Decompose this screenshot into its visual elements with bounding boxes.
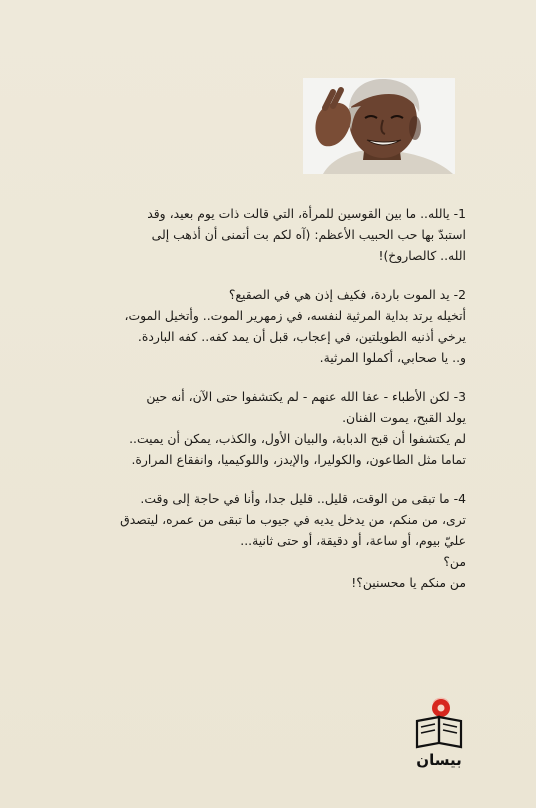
paragraph-line: 2- يد الموت باردة، فكيف إذن هي في الصقيع؟ <box>228 287 466 302</box>
paragraph-line: الله.. كالصاروخ)! <box>378 248 466 263</box>
paragraph-line: ترى، من منكم، من يدخل يديه في جيوب ما تبقى من عمره، ليتصدق <box>120 512 466 527</box>
publisher-name: بيسان <box>416 751 462 769</box>
paragraph-line: 4- ما تبقى من الوقت، قليل.. قليل جدا، وأنا في حاجة إلى وقت. <box>140 491 466 506</box>
paragraph-2 <box>50 284 466 368</box>
paragraph-line: عليّ بيوم، أو ساعة، أو دقيقة، أو حتى ثانية... <box>240 533 466 548</box>
publisher-logo-book-flower-icon <box>409 697 469 751</box>
paragraph-line: و.. يا صحابي، أكملوا المرثية. <box>319 350 466 365</box>
paragraph-line: استبدّ بها حب الحبيب الأعظم: (آه لكم بت أتمنى أن أذهب إلى <box>151 227 466 242</box>
paragraph-line: يولد القبح، يموت الفنان. <box>342 410 466 425</box>
paragraph-line: يرخي أذنيه الطويلتين، في إعجاب، قبل أن يمد كفه.. كفه الباردة. <box>137 329 466 344</box>
paragraph-4 <box>50 488 466 593</box>
paragraph-line: 3- لكن الأطباء - عفا الله عنهم - لم يكتشفوا حتى الآن، أنه حين <box>146 389 466 404</box>
paragraph-line: من؟ <box>443 554 466 569</box>
author-portrait-icon <box>303 78 455 174</box>
paragraph-line: لم يكتشفوا أن قبح الدبابة، والبيان الأول، والكذب، يمكن أن يميت.. <box>129 431 466 446</box>
paragraph-line: تماما مثل الطاعون، والكوليرا، والإيدز، واللوكيميا، وانفقاع المرارة. <box>131 452 466 467</box>
paragraph-line: من منكم يا محسنين؟! <box>351 575 466 590</box>
paragraph-1 <box>50 203 466 266</box>
paragraph-line: أتخيله يرتد بداية المرثية لنفسه، في زمهرير الموت.. وأتخيل الموت، <box>124 308 466 323</box>
quotes-text <box>50 203 466 611</box>
publisher-logo <box>409 697 469 773</box>
paragraph-3 <box>50 386 466 470</box>
paragraph-line: 1- يالله.. ما بين القوسين للمرأة، التي قالت ذات يوم بعيد، وقد <box>147 206 466 221</box>
